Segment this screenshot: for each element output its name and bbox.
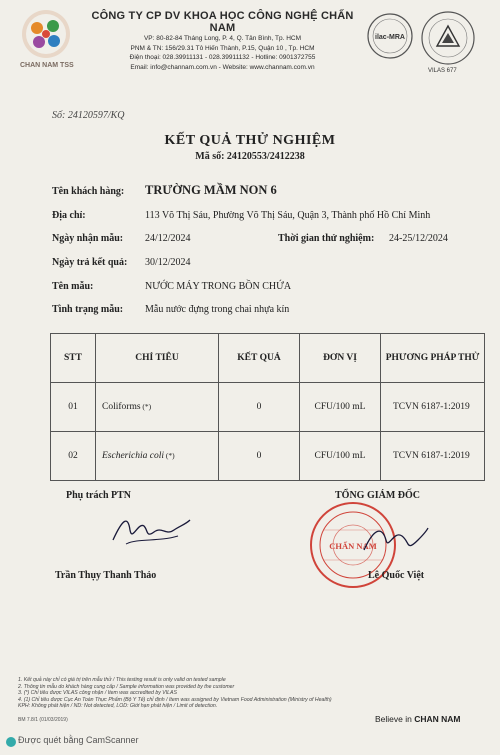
- cell-ket-qua: 0: [219, 432, 300, 481]
- form-code: BM 7.8/1 (01/03/2019): [18, 717, 68, 723]
- results-table: [50, 333, 485, 481]
- footnotes: [18, 677, 488, 710]
- cell-phuong-phap: TCVN 6187-1:2019: [381, 383, 485, 432]
- address-label: Địa chỉ:: [52, 210, 86, 221]
- report-code: Mã số: 24120553/2412238: [195, 151, 305, 162]
- camscanner-bar: [0, 731, 500, 755]
- col-stt: STT: [51, 334, 96, 383]
- footnote: 2. Thông tin mẫu do khách hàng cung cấp / Sample information was provided by the customer: [18, 683, 235, 690]
- stamp-text: CHẤN NAM: [329, 541, 377, 551]
- customer-label: Tên khách hàng:: [52, 186, 125, 197]
- vilas-code: VILAS 677: [428, 68, 457, 74]
- lab-address: PNM & TN: 156/29.31 Tô Hiến Thành, P.15, Quận 10 , Tp. HCM: [130, 44, 315, 52]
- accredited-mark: (*): [140, 402, 152, 411]
- sample-name-label: Tên mẫu:: [52, 281, 94, 292]
- indicator-name: Coliforms: [102, 402, 141, 412]
- test-period-label: Thời gian thử nghiệm:: [278, 233, 375, 244]
- boa-accreditation-logo: [420, 10, 476, 66]
- col-ket-qua: KẾT QUẢ: [219, 334, 300, 383]
- test-period: 24-25/12/2024: [389, 233, 448, 244]
- cell-stt: 01: [51, 383, 96, 432]
- ilac-label: ilac-MRA: [375, 34, 405, 41]
- footnote: KPH: Không phát hiện / ND: Not detected, LOD: Giới hạn phát hiện / Limit of detection.: [18, 703, 218, 710]
- lab-manager-signature: [108, 508, 193, 548]
- address-value: 113 Võ Thị Sáu, Phường Võ Thị Sáu, Quận 3, Thành phố Hồ Chí Minh: [145, 210, 431, 221]
- footnote: 1. Kết quả này chỉ có giá trị trên mẫu thử / This testing result is only valid on tested sample: [18, 677, 226, 683]
- office-address: VP: 80-82-84 Tháng Long, P. 4, Q. Tân Bình, Tp. HCM: [143, 35, 302, 42]
- director-title: TỔNG GIÁM ĐỐC: [335, 490, 420, 501]
- ilac-mra-logo: [366, 12, 414, 60]
- sample-status: Mẫu nước đựng trong chai nhựa kín: [145, 304, 290, 315]
- footnote: 3. (*) Chỉ tiêu được VILAS công nhận / Item was accredited by VILAS: [18, 690, 177, 697]
- lab-manager-name: Trần Thụy Thanh Thảo: [55, 570, 157, 581]
- col-chi-tieu: CHỈ TIÊU: [96, 334, 219, 383]
- camscanner-text: Được quét bằng CamScanner: [18, 735, 139, 745]
- cell-ket-qua: 0: [219, 383, 300, 432]
- cell-chi-tieu: [96, 383, 219, 432]
- slogan-brand: CHAN NAM: [414, 714, 461, 724]
- cell-don-vi: CFU/100 mL: [300, 432, 381, 481]
- phone-line: Điện thoại: 028.39911131 - 028.39911132 - Hotline: 0901372755: [129, 54, 316, 61]
- cell-phuong-phap: TCVN 6187-1:2019: [381, 432, 485, 481]
- customer-name: TRƯỜNG MẦM NON 6: [145, 183, 277, 197]
- return-date-label: Ngày trả kết quả:: [52, 257, 128, 268]
- company-logo: [20, 8, 72, 60]
- report-number: Số: 24120597/KQ: [52, 110, 125, 121]
- slogan: [375, 714, 461, 724]
- logo-caption: CHAN NAM TSS: [20, 62, 74, 69]
- received-date: 24/12/2024: [145, 233, 191, 244]
- company-header: [85, 10, 360, 72]
- company-name: CÔNG TY CP DV KHOA HỌC CÔNG NGHỆ CHẤN NAM: [91, 10, 354, 34]
- table-row: [51, 383, 485, 432]
- director-signature: [360, 520, 430, 560]
- director-name: Lê Quốc Việt: [368, 570, 425, 581]
- report-title: KẾT QUẢ THỬ NGHIỆM: [164, 133, 336, 148]
- col-phuong-phap: PHƯƠNG PHÁP THỬ: [381, 334, 485, 383]
- lab-manager-title: Phụ trách PTN: [66, 490, 131, 501]
- cell-stt: 02: [51, 432, 96, 481]
- return-date: 30/12/2024: [145, 257, 191, 268]
- cell-don-vi: CFU/100 mL: [300, 383, 381, 432]
- indicator-name: Escherichia coli: [102, 451, 164, 461]
- received-date-label: Ngày nhận mẫu:: [52, 233, 124, 244]
- footnote: 4. (1) Chỉ tiêu được Cục An Toàn Thực Phẩm (Bộ Y Tế) chỉ định / Item was assigned by Vietnam Food Administration (Ministry of Health): [18, 696, 332, 703]
- sample-name: NƯỚC MÁY TRONG BỒN CHỨA: [145, 281, 292, 292]
- table-header-row: [51, 334, 485, 383]
- email-line: Email: info@channam.com.vn - Website: www.channam.com.vn: [130, 63, 315, 71]
- cell-chi-tieu: [96, 432, 219, 481]
- slogan-prefix: Believe in: [375, 714, 415, 724]
- camscanner-icon: [6, 737, 16, 747]
- sample-status-label: Tình trạng mẫu:: [52, 304, 124, 315]
- accredited-mark: (*): [164, 451, 175, 460]
- table-row: [51, 432, 485, 481]
- col-don-vi: ĐƠN VỊ: [300, 334, 381, 383]
